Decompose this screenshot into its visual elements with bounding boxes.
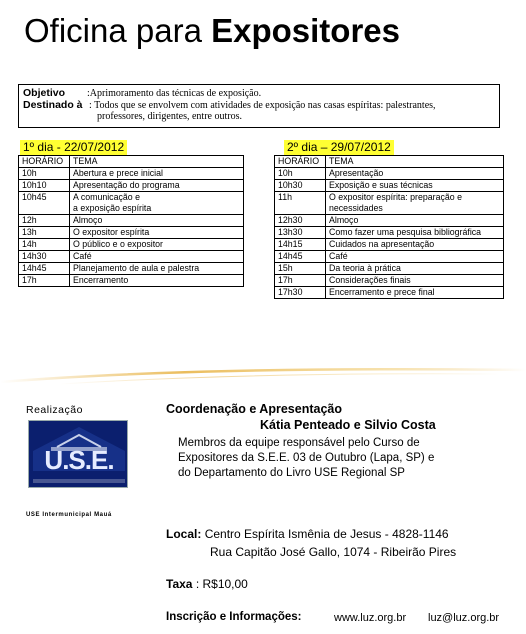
row-time: 10h45 — [19, 192, 70, 215]
row-time: 14h45 — [275, 251, 326, 263]
taxa-value: : R$10,00 — [195, 577, 248, 591]
use-logo — [28, 420, 128, 488]
row-topic — [70, 192, 244, 215]
row-topic: Considerações finais — [326, 275, 504, 287]
coordenacao-names: Kátia Penteado e Silvio Costa — [260, 418, 436, 432]
title-part1: Oficina para — [24, 12, 212, 49]
row-time: 13h — [19, 227, 70, 239]
row-topic-line1: O expositor espírita: preparação e — [329, 192, 463, 202]
header-topic: TEMA — [70, 156, 244, 168]
coordenacao-desc-line2: Expositores da S.E.E. 03 de Outubro (Lapa, SP) e — [178, 452, 435, 464]
row-time: 10h — [19, 168, 70, 180]
row-topic: Da teoria à prática — [326, 263, 504, 275]
coordenacao-title: Coordenação e Apresentação — [166, 402, 342, 416]
table-row — [19, 192, 244, 215]
coordenacao-description — [178, 436, 434, 481]
header-topic: TEMA — [326, 156, 504, 168]
table-row — [19, 275, 244, 287]
row-topic: Cuidados na apresentação — [326, 239, 504, 251]
row-time: 17h30 — [275, 287, 326, 299]
row-topic: Planejamento de aula e palestra — [70, 263, 244, 275]
use-logo-text: U.S.E. — [44, 445, 114, 475]
row-topic: Exposição e suas técnicas — [326, 180, 504, 192]
realizacao-caption: USE Intermunicipal Mauá — [26, 512, 112, 518]
row-topic: Apresentação — [326, 168, 504, 180]
row-topic: Almoço — [326, 215, 504, 227]
table-row — [19, 168, 244, 180]
table-row — [19, 215, 244, 227]
table-row — [275, 227, 504, 239]
objetivo-label: Objetivo — [23, 87, 66, 99]
table-row — [275, 192, 504, 215]
table-row — [275, 168, 504, 180]
row-topic-line1: A comunicação e — [73, 192, 140, 202]
destinado-row — [23, 99, 436, 111]
objetivo-text: :Aprimoramento das técnicas de exposição. — [87, 88, 262, 99]
table-header-row — [275, 156, 504, 168]
title-part2: Expositores — [211, 12, 400, 49]
row-time: 14h45 — [19, 263, 70, 275]
table-row — [19, 263, 244, 275]
day2-schedule-table — [274, 155, 504, 299]
day1-schedule-table — [18, 155, 244, 287]
coordenacao-desc-line1: Membros da equipe responsável pelo Curso de — [178, 437, 420, 449]
destinado-text: : Todos que se envolvem com atividades de exposição nas casas espíritas: palestrantes, — [89, 100, 436, 111]
header-time: HORÁRIO — [275, 156, 326, 168]
row-time: 12h — [19, 215, 70, 227]
row-time: 14h — [19, 239, 70, 251]
row-time: 11h — [275, 192, 326, 215]
destinado-label: Destinado à — [23, 99, 83, 111]
inscricao-site[interactable]: www.luz.org.br — [334, 612, 407, 624]
inscricao-line — [166, 611, 302, 623]
row-time: 17h — [275, 275, 326, 287]
table-row — [275, 287, 504, 299]
row-topic: Encerramento e prece final — [326, 287, 504, 299]
table-row — [275, 251, 504, 263]
table-row — [275, 275, 504, 287]
row-topic: Apresentação do programa — [70, 180, 244, 192]
row-time: 14h30 — [19, 251, 70, 263]
row-time: 13h30 — [275, 227, 326, 239]
table-row — [275, 215, 504, 227]
local-line1 — [166, 527, 449, 541]
local-address2: Rua Capitão José Gallo, 1074 - Ribeirão Pires — [210, 545, 457, 559]
row-topic: O expositor espírita — [70, 227, 244, 239]
row-time: 14h15 — [275, 239, 326, 251]
objetivo-row — [23, 87, 261, 99]
row-time: 17h — [19, 275, 70, 287]
table-row — [275, 180, 504, 192]
taxa-label: Taxa — [166, 577, 193, 591]
row-time: 15h — [275, 263, 326, 275]
day2-title: 2º dia – 29/07/2012 — [284, 140, 394, 155]
row-topic-line2: necessidades — [329, 203, 383, 213]
table-row — [19, 239, 244, 251]
destinado-text-continued: professores, dirigentes, entre outros. — [97, 111, 242, 122]
local-address1: Centro Espírita Ismênia de Jesus - 4828-1146 — [204, 527, 449, 541]
row-time: 12h30 — [275, 215, 326, 227]
row-topic — [326, 192, 504, 215]
taxa-line — [166, 577, 248, 591]
row-topic: Abertura e prece inicial — [70, 168, 244, 180]
decorative-divider — [0, 360, 526, 390]
table-row — [19, 251, 244, 263]
row-time: 10h — [275, 168, 326, 180]
local-label: Local: — [166, 527, 202, 541]
row-topic: O público e o expositor — [70, 239, 244, 251]
row-topic: Encerramento — [70, 275, 244, 287]
table-row — [275, 263, 504, 275]
coordenacao-desc-line3: do Departamento do Livro USE Regional SP — [178, 467, 405, 479]
row-topic: Como fazer uma pesquisa bibliográfica — [326, 227, 504, 239]
info-box — [18, 84, 500, 128]
table-header-row — [19, 156, 244, 168]
row-topic: Café — [70, 251, 244, 263]
table-row — [19, 180, 244, 192]
day1-title: 1º dia - 22/07/2012 — [20, 140, 127, 155]
row-topic: Café — [326, 251, 504, 263]
realizacao-label: Realização — [26, 404, 83, 416]
page-title — [24, 12, 400, 50]
row-topic: Almoço — [70, 215, 244, 227]
row-time: 10h30 — [275, 180, 326, 192]
inscricao-label: Inscrição e Informações: — [166, 611, 302, 623]
table-row — [275, 239, 504, 251]
inscricao-email[interactable]: luz@luz.org.br — [428, 612, 500, 624]
header-time: HORÁRIO — [19, 156, 70, 168]
row-topic-line2: a exposição espírita — [73, 203, 152, 213]
table-row — [19, 227, 244, 239]
row-time: 10h10 — [19, 180, 70, 192]
